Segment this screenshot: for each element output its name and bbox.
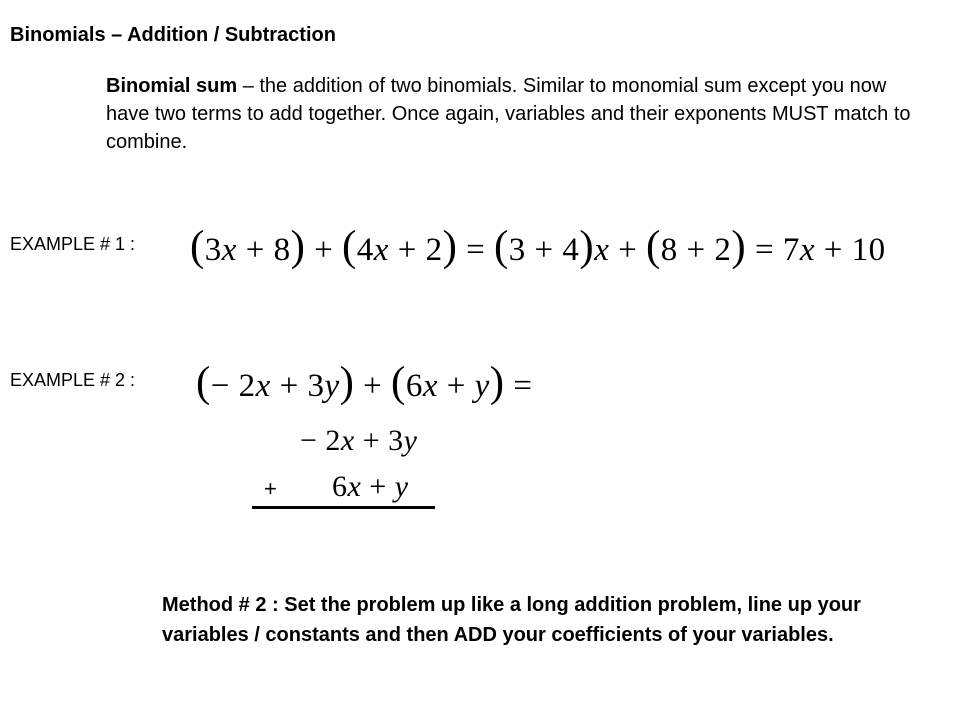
sum-line <box>252 506 435 509</box>
vertical-addition-row-2: 6x + y <box>332 470 409 503</box>
example-2-equation: (− 2x + 3y) + (6x + y) = <box>196 359 533 406</box>
slide-title: Binomials – Addition / Subtraction <box>10 24 336 46</box>
vertical-addition-operator: + <box>264 476 277 501</box>
method-note: Method # 2 : Set the problem up like a long addition problem, line up your variables / constants and then ADD your coefficients of your variables. <box>162 594 861 646</box>
definition-body: – the addition of two binomials. Similar to monomial sum except you now have two terms to add together. Once again, variables and their exponents MUST match to combine. <box>106 75 911 153</box>
example-1-label: EXAMPLE # 1 : <box>10 234 136 254</box>
definition-term: Binomial sum <box>106 75 238 97</box>
example-1-equation: (3x + 8) + (4x + 2) = (3 + 4)x + (8 + 2) = 7x + 10 <box>190 223 886 270</box>
vertical-addition-row-1: − 2x + 3y <box>300 424 418 457</box>
definition-paragraph <box>106 72 916 156</box>
example-2-label: EXAMPLE # 2 : <box>10 370 136 390</box>
